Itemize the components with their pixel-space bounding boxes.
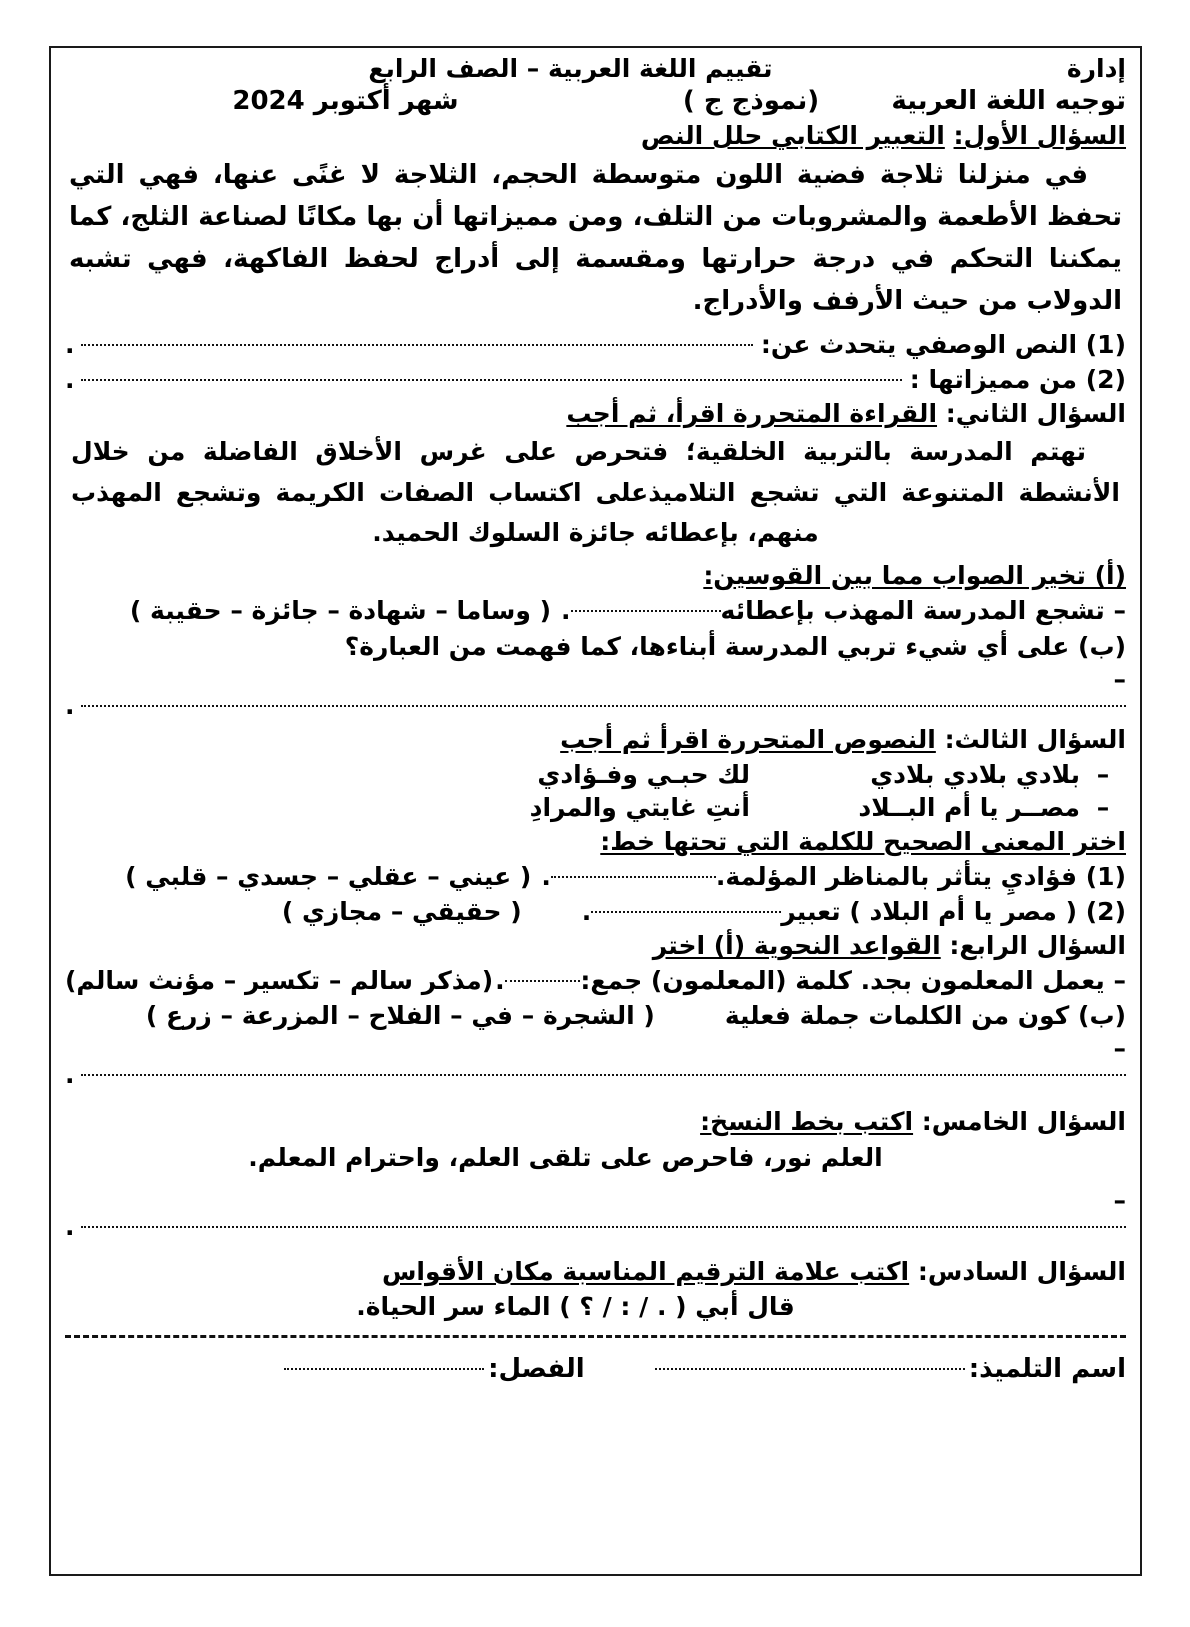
question-2-part-b-question: (ب) على أي شيء تربي المدرسة أبناءها، كما فهمت من العبارة؟: [344, 631, 1126, 661]
question-4-part-b-options: ( الشجرة – في – الفلاح – المزرعة – زرع ): [145, 1000, 655, 1030]
question-5-heading: [65, 1106, 1126, 1136]
question-4-part-a-stem: – يعمل المعلمون بجد. كلمة (المعلمون) جمع:: [580, 965, 1126, 995]
question-6-label: السؤال السادس:: [917, 1256, 1126, 1286]
question-1-item-2-end-mark: .: [65, 365, 75, 395]
question-1-label: السؤال الأول:: [953, 121, 1126, 150]
question-2-answer-end-mark: .: [65, 690, 75, 720]
question-3-choose-title: اختر المعنى الصحيح للكلمة التي تحتها خط:: [600, 826, 1126, 856]
question-3-item-1-options: ( عيني – عقلي – جسدي – قلبي ): [125, 861, 532, 891]
question-4-part-b-item: [65, 1000, 1126, 1030]
question-2-heading: [65, 399, 1126, 429]
question-3-poem: [65, 759, 1126, 822]
question-5-sentence: العلم نور، فاحرص على تلقى العلم، واحترام المعلم.: [248, 1142, 883, 1172]
poem-line: [65, 759, 1126, 789]
question-4-part-b-heading: (ب) كون من الكلمات جملة فعلية: [724, 1000, 1126, 1030]
question-5-title: اكتب بخط النسخ:: [700, 1106, 914, 1136]
question-3-item-1: [65, 861, 1126, 891]
header-row-top: [65, 56, 1126, 81]
question-6-heading: [65, 1256, 1126, 1286]
question-3-label: السؤال الثالث:: [944, 724, 1126, 754]
question-4-part-a-item: [65, 965, 1126, 995]
question-3-item-2-stem: (2) ( مصر يا أم البلاد ) تعبير: [781, 896, 1126, 926]
poem-line-2-hemistich-1: مصــر يا أم البــلاد: [858, 792, 1080, 822]
question-1-item-2-label: (2) من مميزاتها :: [909, 365, 1126, 395]
question-6-title: اكتب علامة الترقيم المناسبة مكان الأقواس: [381, 1256, 910, 1286]
exam-document: [65, 56, 1126, 1382]
student-name-label: اسم التلميذ:: [968, 1353, 1126, 1384]
question-1-passage: في منزلنا ثلاجة فضية اللون متوسطة الحجم، الثلاجة لا غنًى عنها، فهي التي تحفظ الأطعمة والمشروبات من التلف، ومن مميزاتها أن بها مكانًا لصناعة الثلج، كما يمكننا التحكم في درجة حرارتها ومقسمة إلى أدراج لحفظ الفاكهة، فهي تشبه الدولاب من حيث الأرفف والأدراج.: [69, 160, 1122, 317]
question-2-part-a-heading: [65, 560, 1126, 590]
question-5-answer-end-mark: .: [65, 1211, 75, 1241]
question-4-part-a-stem-end: .: [495, 965, 505, 995]
question-2-part-a-stem-end: .: [561, 595, 571, 625]
student-name-input[interactable]: [655, 1368, 965, 1370]
footer-separator: [65, 1335, 1126, 1338]
poem-line-1-hemistich-1: بلادي بلادي بلادي: [870, 759, 1080, 789]
question-3-item-2: [65, 896, 1126, 926]
question-4-answer-end-mark: .: [65, 1059, 75, 1089]
question-2-part-a-title: (أ) تخير الصواب مما بين القوسين:: [703, 560, 1126, 590]
question-2-part-a-options: ( وساما – شهادة – جائزة – حقيبة ): [129, 595, 552, 625]
question-3-item-2-end-mark: .: [581, 896, 592, 926]
question-2-answer-line: [65, 690, 1126, 720]
question-4-part-a-answer-blank[interactable]: [505, 980, 581, 982]
question-2-part-a-item: [65, 595, 1126, 625]
question-2-answer-dash: –: [1113, 664, 1126, 694]
header-month-year: شهر أكتوبر 2024: [232, 86, 459, 116]
poem-line-2-hemistich-2: أنتِ غايتي والمرادِ: [529, 792, 750, 822]
question-3-item-1-answer-blank[interactable]: [551, 876, 716, 878]
question-4-answer-dash: –: [1113, 1033, 1126, 1063]
question-2-part-a-stem: – تشجع المدرسة المهذب بإعطائه: [720, 595, 1126, 625]
question-2-label: السؤال الثاني:: [945, 399, 1126, 429]
header-admin-label: إدارة: [1066, 54, 1126, 83]
question-1-item-1-end-mark: .: [65, 330, 75, 360]
question-5-answer-dash: –: [1113, 1185, 1126, 1215]
question-1-item-1-label: (1) النص الوصفي يتحدث عن:: [760, 330, 1126, 360]
question-3-item-2-options: ( حقيقي – مجازي ): [281, 896, 522, 926]
question-3-title: النصوص المتحررة اقرأ ثم أجب: [560, 724, 936, 754]
question-5-label: السؤال الخامس:: [921, 1106, 1126, 1136]
question-4-label: السؤال الرابع:: [949, 930, 1126, 960]
question-2-title: القراءة المتحررة اقرأ، ثم أجب: [566, 399, 938, 429]
exam-page: [49, 46, 1142, 1576]
question-3-choose-heading: [65, 826, 1126, 856]
question-1-title: التعبير الكتابي حلل النص: [640, 121, 945, 150]
question-3-item-1-stem: (1) فؤاديِ يتأثر بالمناظر المؤلمة.: [715, 861, 1126, 891]
question-4-part-a-options: (مذكر سالم – تكسير – مؤنث سالم): [65, 965, 494, 995]
question-5-answer-line: [65, 1211, 1126, 1241]
question-1-item-2-answer-blank[interactable]: [81, 379, 902, 381]
class-input[interactable]: [284, 1368, 484, 1370]
footer-fields: [65, 1353, 1126, 1384]
header-assessment-title: تقييم اللغة العربية – الصف الرابع: [368, 54, 773, 83]
question-1-item-1: [65, 330, 1126, 360]
question-3-item-1-end-mark: .: [541, 861, 551, 891]
poem-line: [65, 792, 1126, 822]
question-2-answer-blank[interactable]: [81, 705, 1127, 707]
header-department: توجيه اللغة العربية: [891, 86, 1126, 116]
question-4-answer-blank[interactable]: [81, 1074, 1127, 1076]
question-1-item-2: [65, 365, 1126, 395]
question-4-answer-line: [65, 1059, 1126, 1089]
poem-line-2-dash: –: [1096, 792, 1110, 822]
class-label: الفصل:: [488, 1353, 585, 1384]
header-row-bottom: [65, 88, 1126, 114]
header-model-code: (نموذج ج ): [682, 86, 820, 116]
poem-line-1-dash: –: [1096, 759, 1110, 789]
question-2-passage: تهتم المدرسة بالتربية الخلقية؛ فتحرص على غرس الأخلاق الفاضلة من خلال الأنشطة المتنوعة التي تشجع التلاميذعلى اكتساب الصفات الكريمة وتشجع المهذب منهم، بإعطائه جائزة السلوك الحميد.: [71, 437, 1120, 548]
question-4-title: القواعد النحوية (أ) اختر: [652, 930, 941, 960]
question-2-part-a-answer-blank[interactable]: [571, 610, 721, 612]
question-3-heading: [65, 724, 1126, 754]
question-3-item-2-answer-blank[interactable]: [591, 911, 781, 913]
poem-line-1-hemistich-2: لك حبـي وفـؤادي: [537, 759, 750, 789]
question-4-heading: [65, 930, 1126, 960]
question-6-sentence[interactable]: قال أبي ( . / : / ؟ ) الماء سر الحياة.: [356, 1291, 795, 1321]
question-1-item-1-answer-blank[interactable]: [81, 344, 753, 346]
question-5-answer-blank[interactable]: [81, 1226, 1127, 1228]
question-1-heading: [65, 123, 1126, 148]
